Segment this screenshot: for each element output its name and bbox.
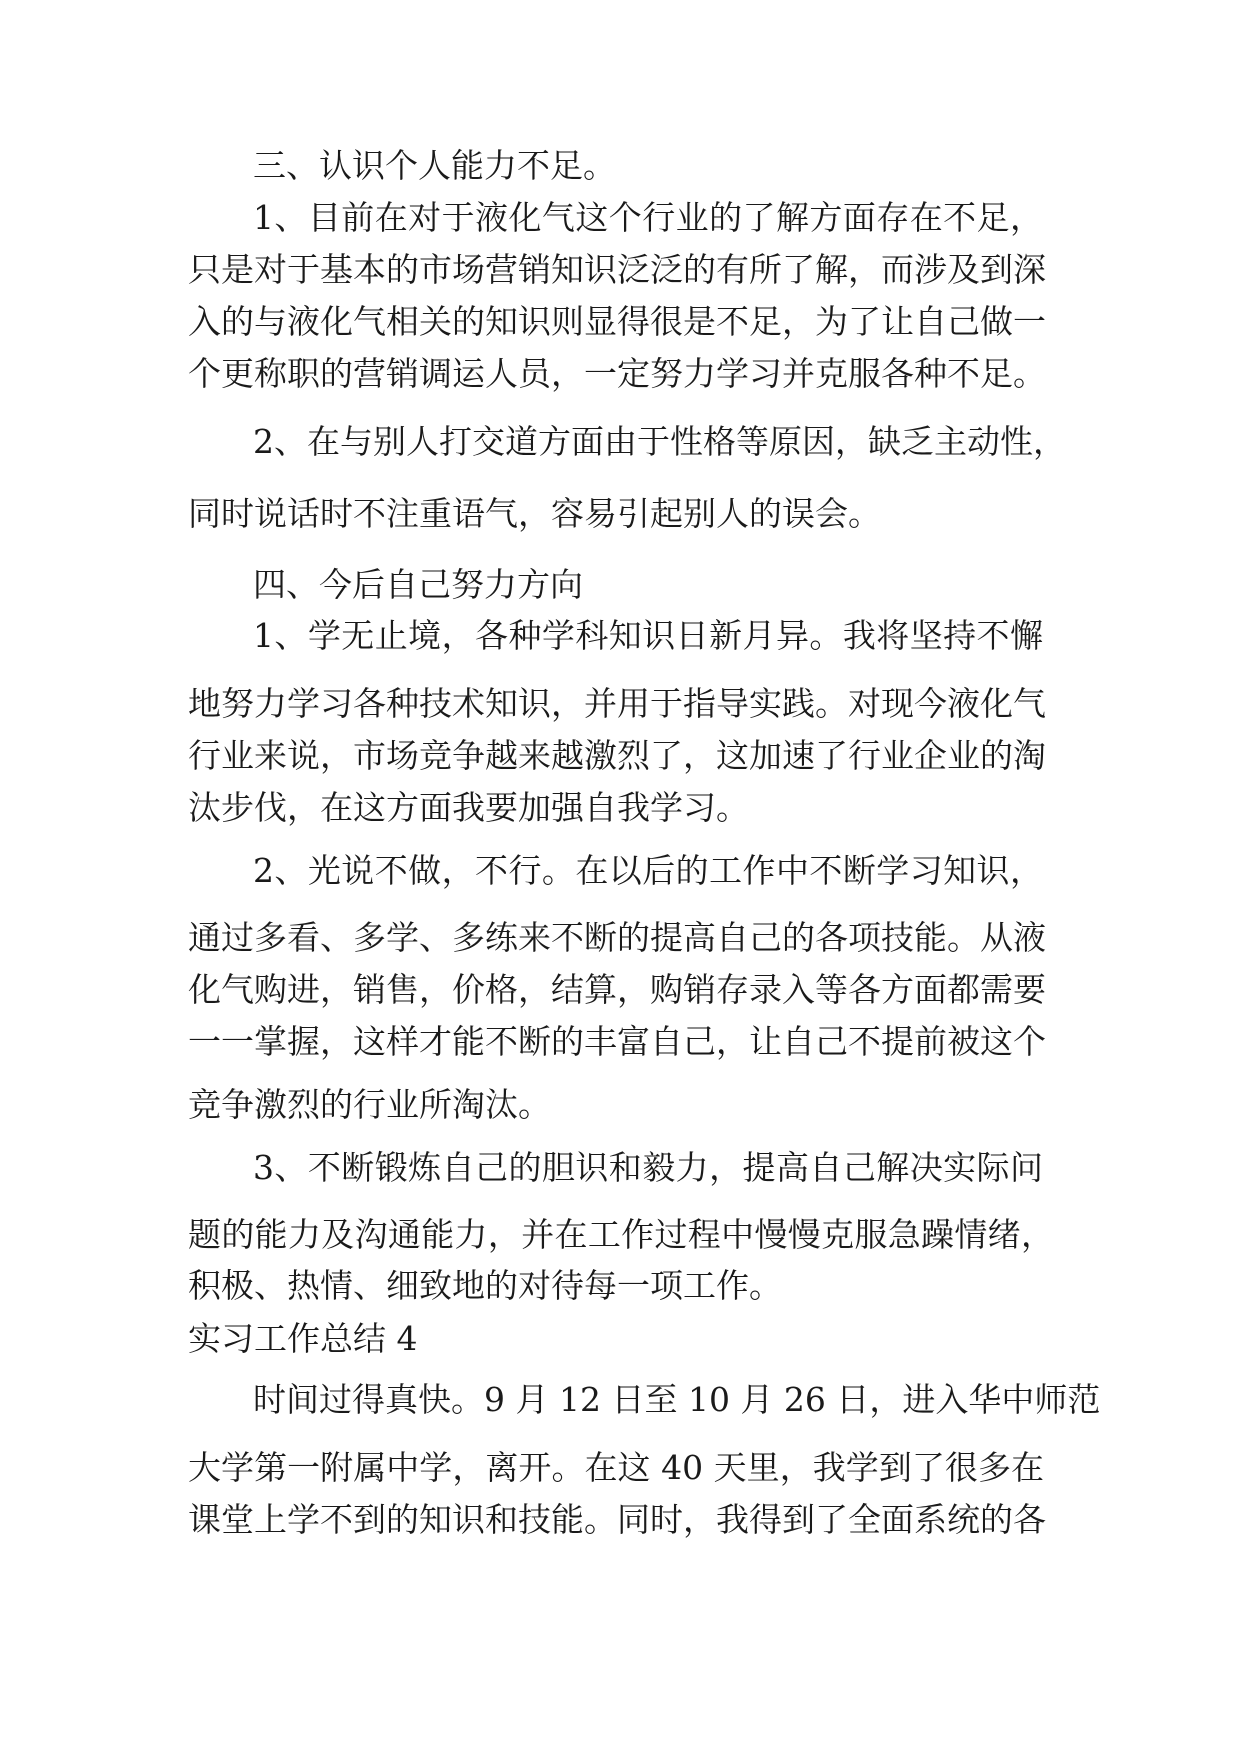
paragraph-line: 2、在与别人打交道方面由于性格等原因，缺乏主动性， [253,422,1066,461]
paragraph-line: 3、不断锻炼自己的胆识和毅力，提高自己解决实际问 [253,1148,1043,1187]
paragraph-line: 2、光说不做，不行。在以后的工作中不断学习知识， [253,851,1043,890]
paragraph-line: 竞争激烈的行业所淘汰。 [188,1085,551,1124]
heading-four: 四、今后自己努力方向 [253,565,583,604]
paragraph-line: 课堂上学不到的知识和技能。同时，我得到了全面系统的各 [188,1500,1046,1539]
paragraph-line: 时间过得真快。9 月 12 日至 10 月 26 日，进入华中师范 [253,1380,1101,1419]
heading-three: 三、认识个人能力不足。 [253,146,616,185]
paragraph-line: 题的能力及沟通能力，并在工作过程中慢慢克服急躁情绪， [188,1215,1054,1254]
paragraph-line: 地努力学习各种技术知识，并用于指导实践。对现今液化气 [188,684,1046,723]
paragraph-line: 只是对于基本的市场营销知识泛泛的有所了解，而涉及到深 [188,250,1046,289]
paragraph-line: 大学第一附属中学，离开。在这 40 天里，我学到了很多在 [188,1448,1044,1487]
paragraph-line: 行业来说，市场竞争越来越激烈了，这加速了行业企业的淘 [188,736,1046,775]
paragraph-line: 同时说话时不注重语气，容易引起别人的误会。 [188,494,881,533]
paragraph-line: 一一掌握，这样才能不断的丰富自己，让自己不提前被这个 [188,1022,1046,1061]
paragraph-line: 入的与液化气相关的知识则显得很是不足，为了让自己做一 [188,302,1046,341]
paragraph-line: 个更称职的营销调运人员，一定努力学习并克服各种不足。 [188,354,1046,393]
paragraph-line: 汰步伐，在这方面我要加强自我学习。 [188,788,749,827]
paragraph-line: 通过多看、多学、多练来不断的提高自己的各项技能。从液 [188,918,1046,957]
paragraph-line: 化气购进，销售，价格，结算，购销存录入等各方面都需要 [188,970,1046,1009]
section-title: 实习工作总结 4 [188,1319,418,1358]
paragraph-line: 1、目前在对于液化气这个行业的了解方面存在不足， [253,198,1043,237]
paragraph-line: 积极、热情、细致地的对待每一项工作。 [188,1266,782,1305]
paragraph-line: 1、学无止境，各种学科知识日新月异。我将坚持不懈 [253,616,1043,655]
